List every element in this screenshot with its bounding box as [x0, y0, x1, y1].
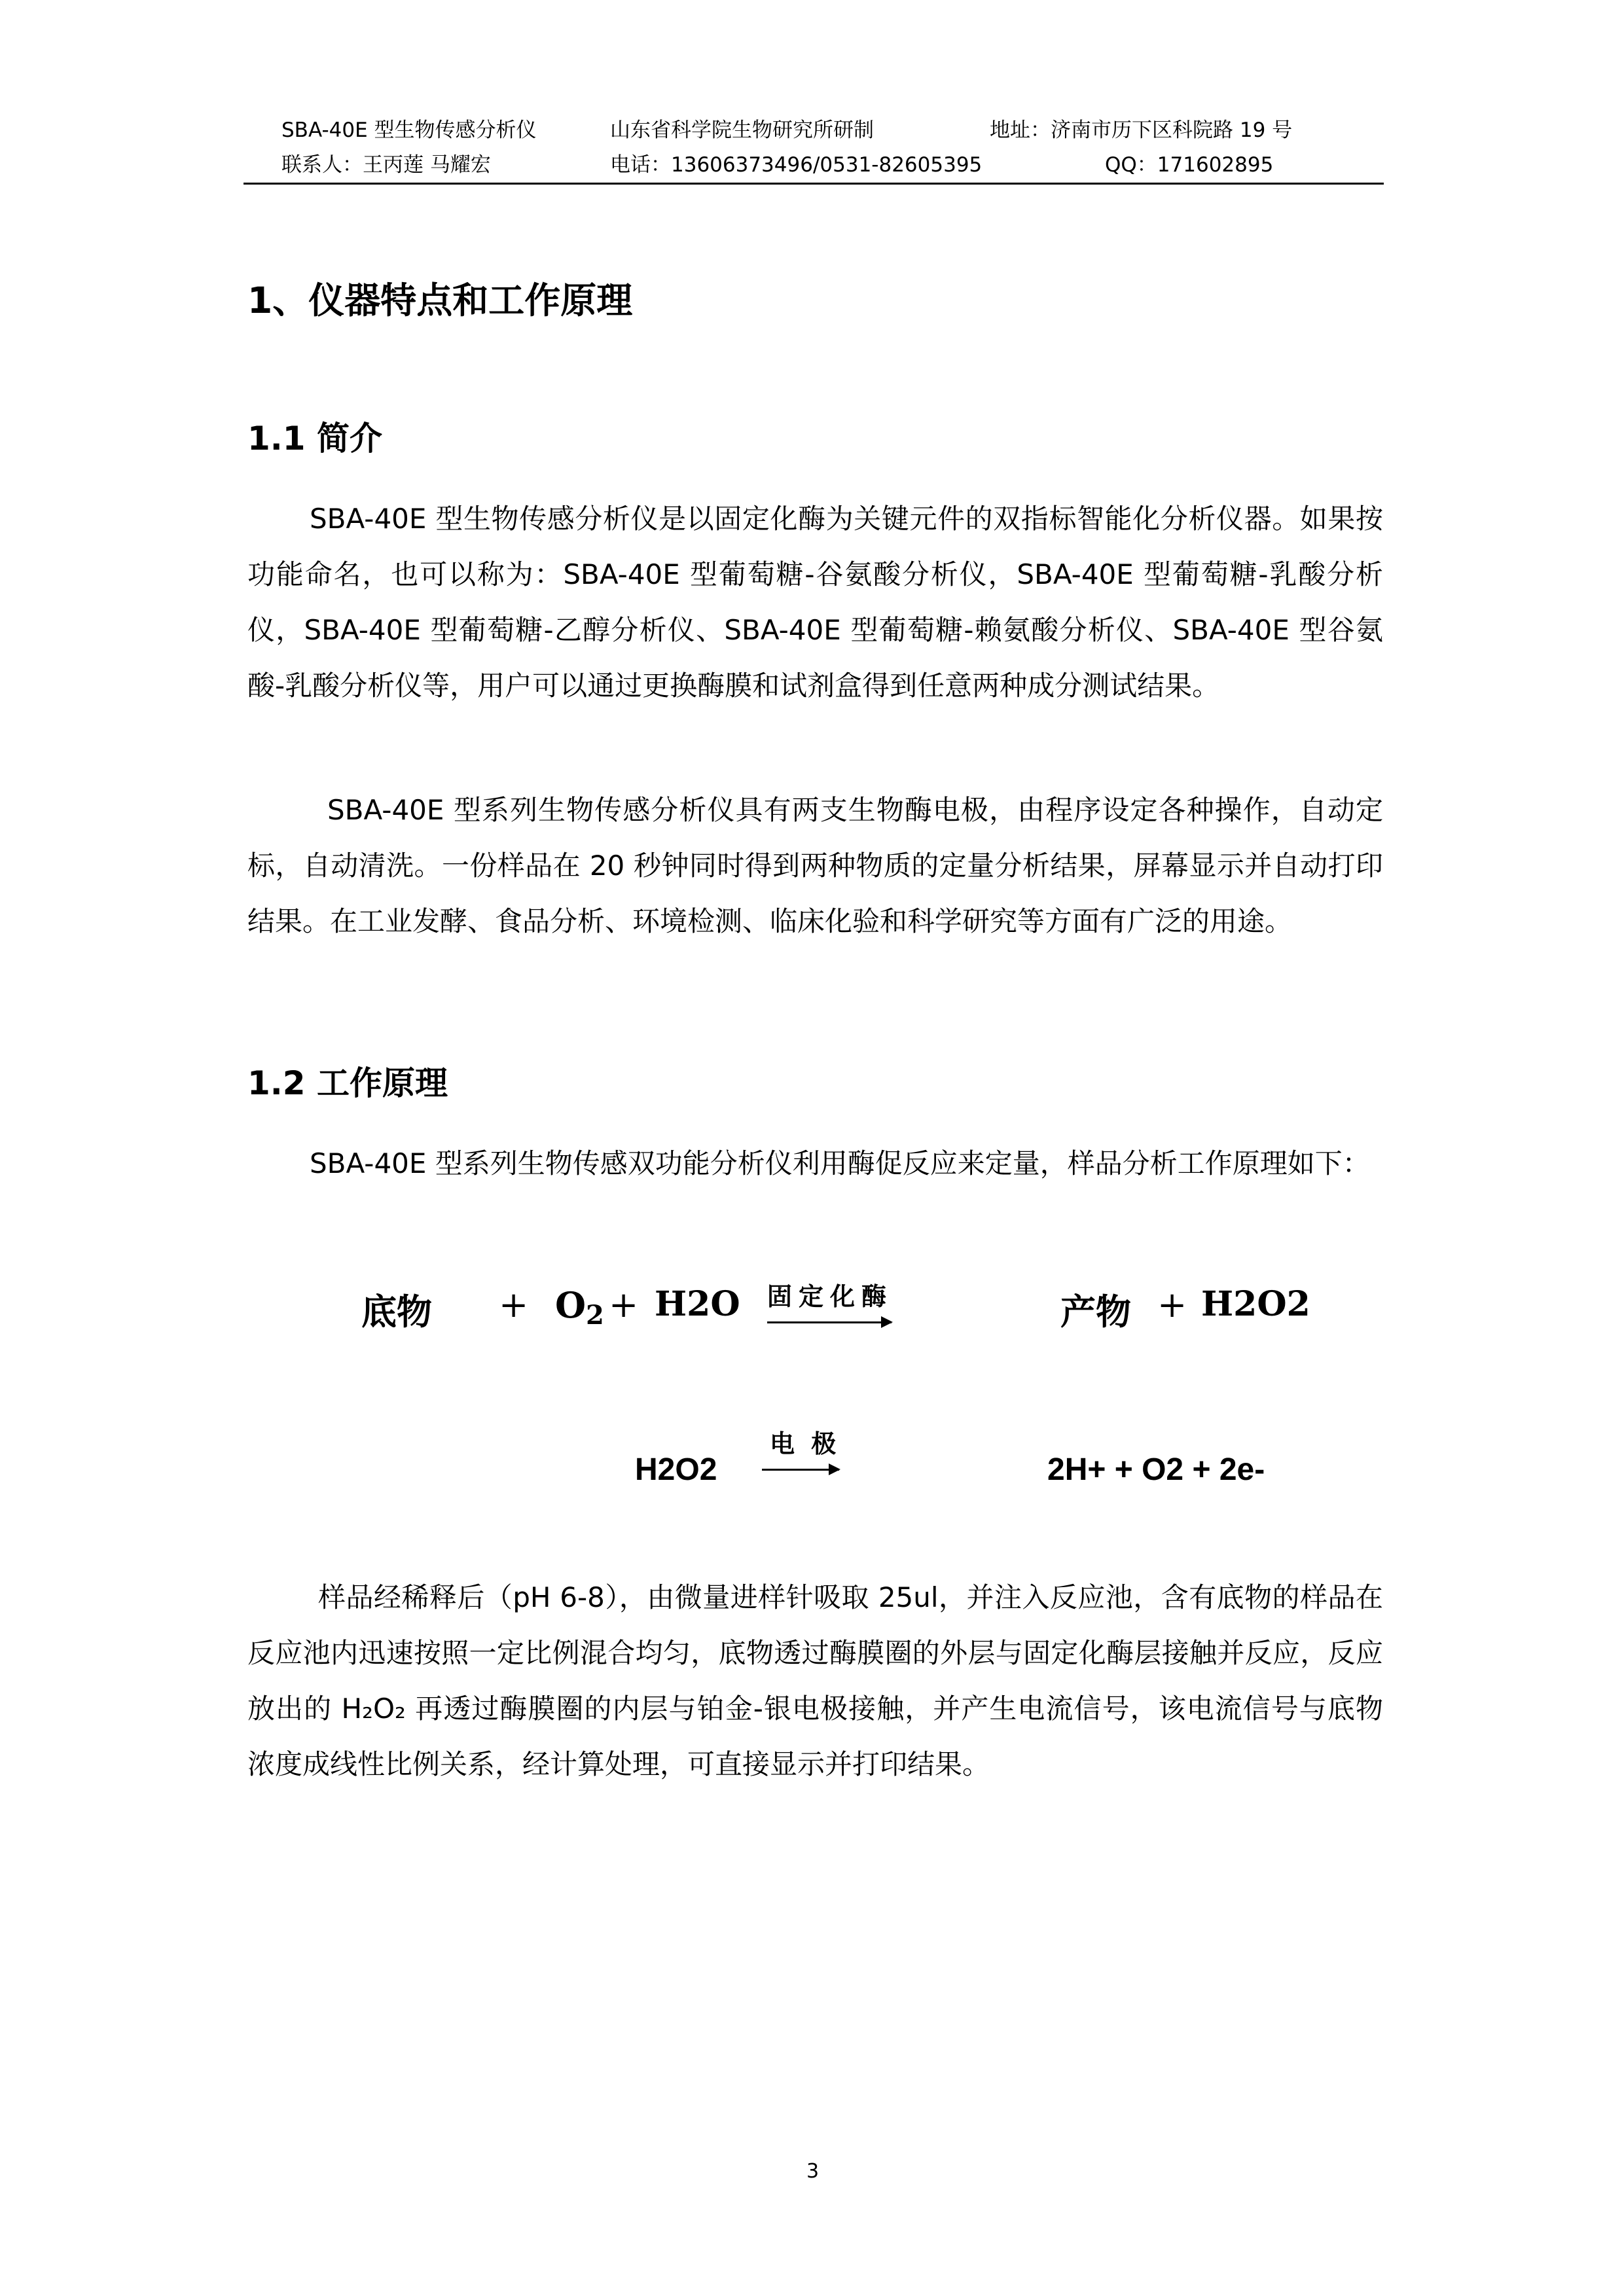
header-phone: 电话：13606373496/0531-82605395: [610, 153, 983, 177]
section-1-1-title: 1.1 简介: [247, 420, 382, 457]
eq1-o-subscript: 2: [586, 1300, 604, 1331]
eq1-plus-2: +: [609, 1284, 639, 1325]
eq2-reactant: H2O2: [635, 1452, 717, 1487]
intro-paragraph-2: SBA-40E 型系列生物传感分析仪具有两支生物酶电极，由程序设定各种操作，自动定标，自动清洗。一份样品在 20 秒钟同时得到两种物质的定量分析结果，屏幕显示并自动打印结果。在工业发酵、食品分析、环境检测、临床化验和科学研究等方面有广泛的用途。: [247, 794, 1383, 937]
principle-intro: SBA-40E 型系列生物传感双功能分析仪利用酶促反应来定量，样品分析工作原理如下：: [310, 1147, 1370, 1179]
section-1-title: 1、仪器特点和工作原理: [247, 279, 633, 321]
header-maker: 山东省科学院生物研究所研制: [610, 118, 874, 142]
page-number: 3: [806, 2160, 820, 2183]
eq1-arrow: [767, 1321, 892, 1323]
eq1-plus-3: +: [1157, 1284, 1187, 1325]
header-address: 地址：济南市历下区科院路 19 号: [990, 118, 1293, 142]
eq2-arrow: [762, 1469, 839, 1471]
eq1-substrate: 底物: [361, 1291, 432, 1333]
eq1-product: 产物: [1060, 1291, 1131, 1333]
eq2-catalyst-label: 电 极: [770, 1429, 840, 1458]
eq1-hydrogen-peroxide: H2O2: [1201, 1284, 1310, 1324]
eq1-oxygen: [555, 1284, 604, 1331]
header-model: SBA-40E 型生物传感分析仪: [281, 118, 537, 142]
eq2-products: 2H+ + O2 + 2e-: [1047, 1452, 1265, 1487]
header-rule: [244, 183, 1384, 185]
eq1-plus-1: +: [499, 1284, 529, 1325]
section-1-2-title: 1.2 工作原理: [247, 1064, 448, 1102]
eq1-o: O: [555, 1284, 586, 1326]
header-contacts: 联系人：王丙莲 马耀宏: [281, 153, 491, 177]
eq1-catalyst-label: 固定化酶: [767, 1282, 893, 1311]
intro-paragraph-1: SBA-40E 型生物传感分析仪是以固定化酶为关键元件的双指标智能化分析仪器。如果按功能命名，也可以称为：SBA-40E 型葡萄糖-谷氨酸分析仪，SBA-40E 型葡萄糖-乳酸分析仪，SBA-40E 型葡萄糖-乙醇分析仪、SBA-40E 型葡萄糖-赖氨酸分析仪、SBA-40E 型谷氨酸-乳酸分析仪等，用户可以通过更换酶膜和试剂盒得到任意两种成分测试结果。: [247, 503, 1383, 702]
process-paragraph: 样品经稀释后（pH 6-8），由微量进样针吸取 25ul，并注入反应池，含有底物的样品在反应池内迅速按照一定比例混合均匀，底物透过酶膜圈的外层与固定化酶层接触并反应，反应放出的 H₂O₂ 再透过酶膜圈的内层与铂金-银电极接触，并产生电流信号，该电流信号与底物浓度成线性比例关系，经计算处理，可直接显示并打印结果。: [247, 1581, 1383, 1780]
eq1-water: H2O: [655, 1284, 740, 1324]
header-qq: QQ：171602895: [1105, 153, 1274, 177]
